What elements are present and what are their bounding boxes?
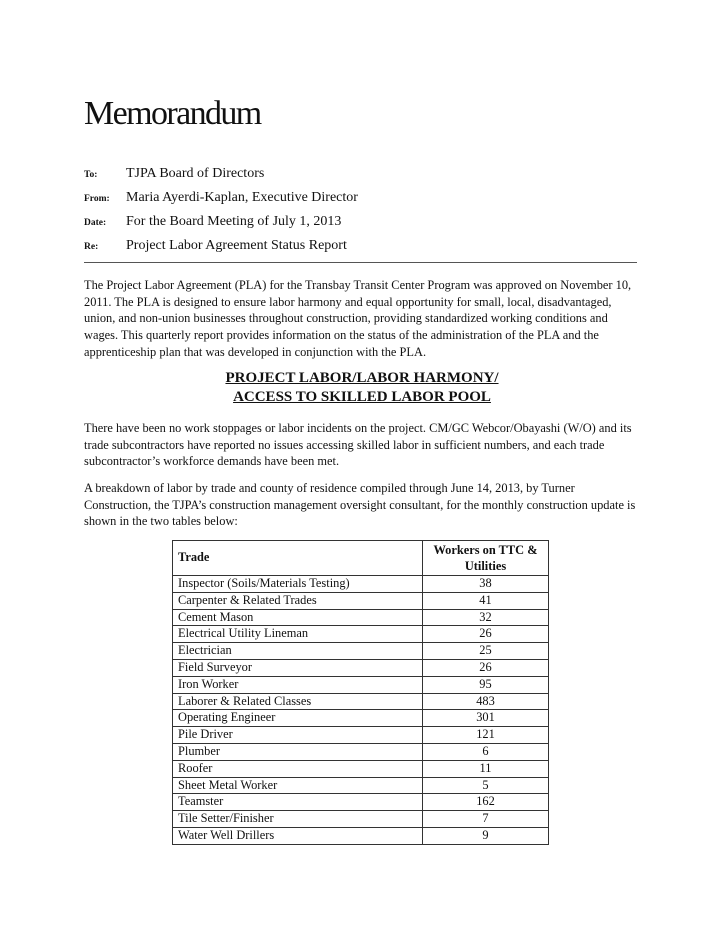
- workers-cell: 41: [423, 592, 549, 609]
- table-row: [173, 626, 549, 643]
- section-heading-line2: ACCESS TO SKILLED LABOR POOL: [233, 389, 491, 405]
- trade-cell: Cement Mason: [173, 609, 423, 626]
- workers-cell: 162: [423, 794, 549, 811]
- table-row: [173, 743, 549, 760]
- memo-field-to: [84, 166, 264, 186]
- trade-cell: Iron Worker: [173, 676, 423, 693]
- table-row: [173, 727, 549, 744]
- workers-cell: 95: [423, 676, 549, 693]
- trade-cell: Water Well Drillers: [173, 827, 423, 844]
- trade-cell: Laborer & Related Classes: [173, 693, 423, 710]
- workers-cell: 26: [423, 659, 549, 676]
- trade-cell: Inspector (Soils/Materials Testing): [173, 576, 423, 593]
- workers-cell: 121: [423, 727, 549, 744]
- labor-status-paragraph: There have been no work stoppages or labor incidents on the project. CM/GC Webcor/Obayashi (W/O) and its trade subcontractors have reported no issues accessing skilled labor in sufficient numbers, and each trade subcontractor’s workforce demands have been met.: [84, 421, 632, 469]
- table-row: [173, 576, 549, 593]
- field-value: For the Board Meeting of July 1, 2013: [126, 214, 342, 229]
- workers-cell: 26: [423, 626, 549, 643]
- trade-cell: Field Surveyor: [173, 659, 423, 676]
- workers-cell: 11: [423, 760, 549, 777]
- workers-cell: 38: [423, 576, 549, 593]
- table-row: [173, 659, 549, 676]
- intro-paragraph: The Project Labor Agreement (PLA) for the Transbay Transit Center Program was approved on November 10, 2011. The PLA is designed to ensure labor harmony and equal opportunity for small, local, disadvantaged, union, and non-union businesses throughout construction, providing standardized working conditions and wages. This quarterly report provides information on the status of the administration of the PLA and the apprenticeship plan that was developed in conjunction with the PLA.: [84, 278, 632, 359]
- table-row: [173, 827, 549, 844]
- table-row: [173, 643, 549, 660]
- column-header-workers: Workers on TTC & Utilities: [423, 541, 549, 576]
- trade-cell: Sheet Metal Worker: [173, 777, 423, 794]
- table-row: [173, 609, 549, 626]
- trade-cell: Plumber: [173, 743, 423, 760]
- table-row: [173, 710, 549, 727]
- trade-cell: Carpenter & Related Trades: [173, 592, 423, 609]
- header-divider: [84, 262, 637, 263]
- section-heading-line1: PROJECT LABOR/LABOR HARMONY/: [225, 370, 499, 386]
- field-value: TJPA Board of Directors: [126, 166, 265, 181]
- table-row: [173, 811, 549, 828]
- memo-field-from: [84, 190, 358, 210]
- field-value: Project Labor Agreement Status Report: [126, 238, 347, 253]
- field-value: Maria Ayerdi-Kaplan, Executive Director: [126, 190, 358, 205]
- memo-title: Memorandum: [84, 95, 261, 132]
- field-label: Date:: [84, 218, 107, 228]
- trade-cell: Teamster: [173, 794, 423, 811]
- trade-workers-table: [172, 540, 549, 845]
- workers-cell: 6: [423, 743, 549, 760]
- workers-cell: 483: [423, 693, 549, 710]
- trade-cell: Tile Setter/Finisher: [173, 811, 423, 828]
- table-header-row: [173, 541, 549, 576]
- table-row: [173, 794, 549, 811]
- table-row: [173, 760, 549, 777]
- table-row: [173, 676, 549, 693]
- column-header-trade: Trade: [173, 541, 423, 576]
- memo-field-date: [84, 214, 341, 234]
- workers-cell: 9: [423, 827, 549, 844]
- table-row: [173, 777, 549, 794]
- trade-cell: Roofer: [173, 760, 423, 777]
- workers-cell: 25: [423, 643, 549, 660]
- trade-cell: Pile Driver: [173, 727, 423, 744]
- table-row: [173, 592, 549, 609]
- field-label: To:: [84, 170, 98, 180]
- memo-field-re: [84, 238, 347, 258]
- workers-cell: 7: [423, 811, 549, 828]
- table-row: [173, 693, 549, 710]
- trade-cell: Electrician: [173, 643, 423, 660]
- workers-cell: 5: [423, 777, 549, 794]
- field-label: Re:: [84, 242, 99, 252]
- workers-cell: 301: [423, 710, 549, 727]
- workers-cell: 32: [423, 609, 549, 626]
- field-label: From:: [84, 194, 110, 204]
- trade-cell: Operating Engineer: [173, 710, 423, 727]
- trade-cell: Electrical Utility Lineman: [173, 626, 423, 643]
- breakdown-paragraph: A breakdown of labor by trade and county of residence compiled through June 14, 2013, by Turner Construction, the TJPA’s construction management oversight consultant, for the monthly construction update is shown in the two tables below:: [84, 481, 636, 529]
